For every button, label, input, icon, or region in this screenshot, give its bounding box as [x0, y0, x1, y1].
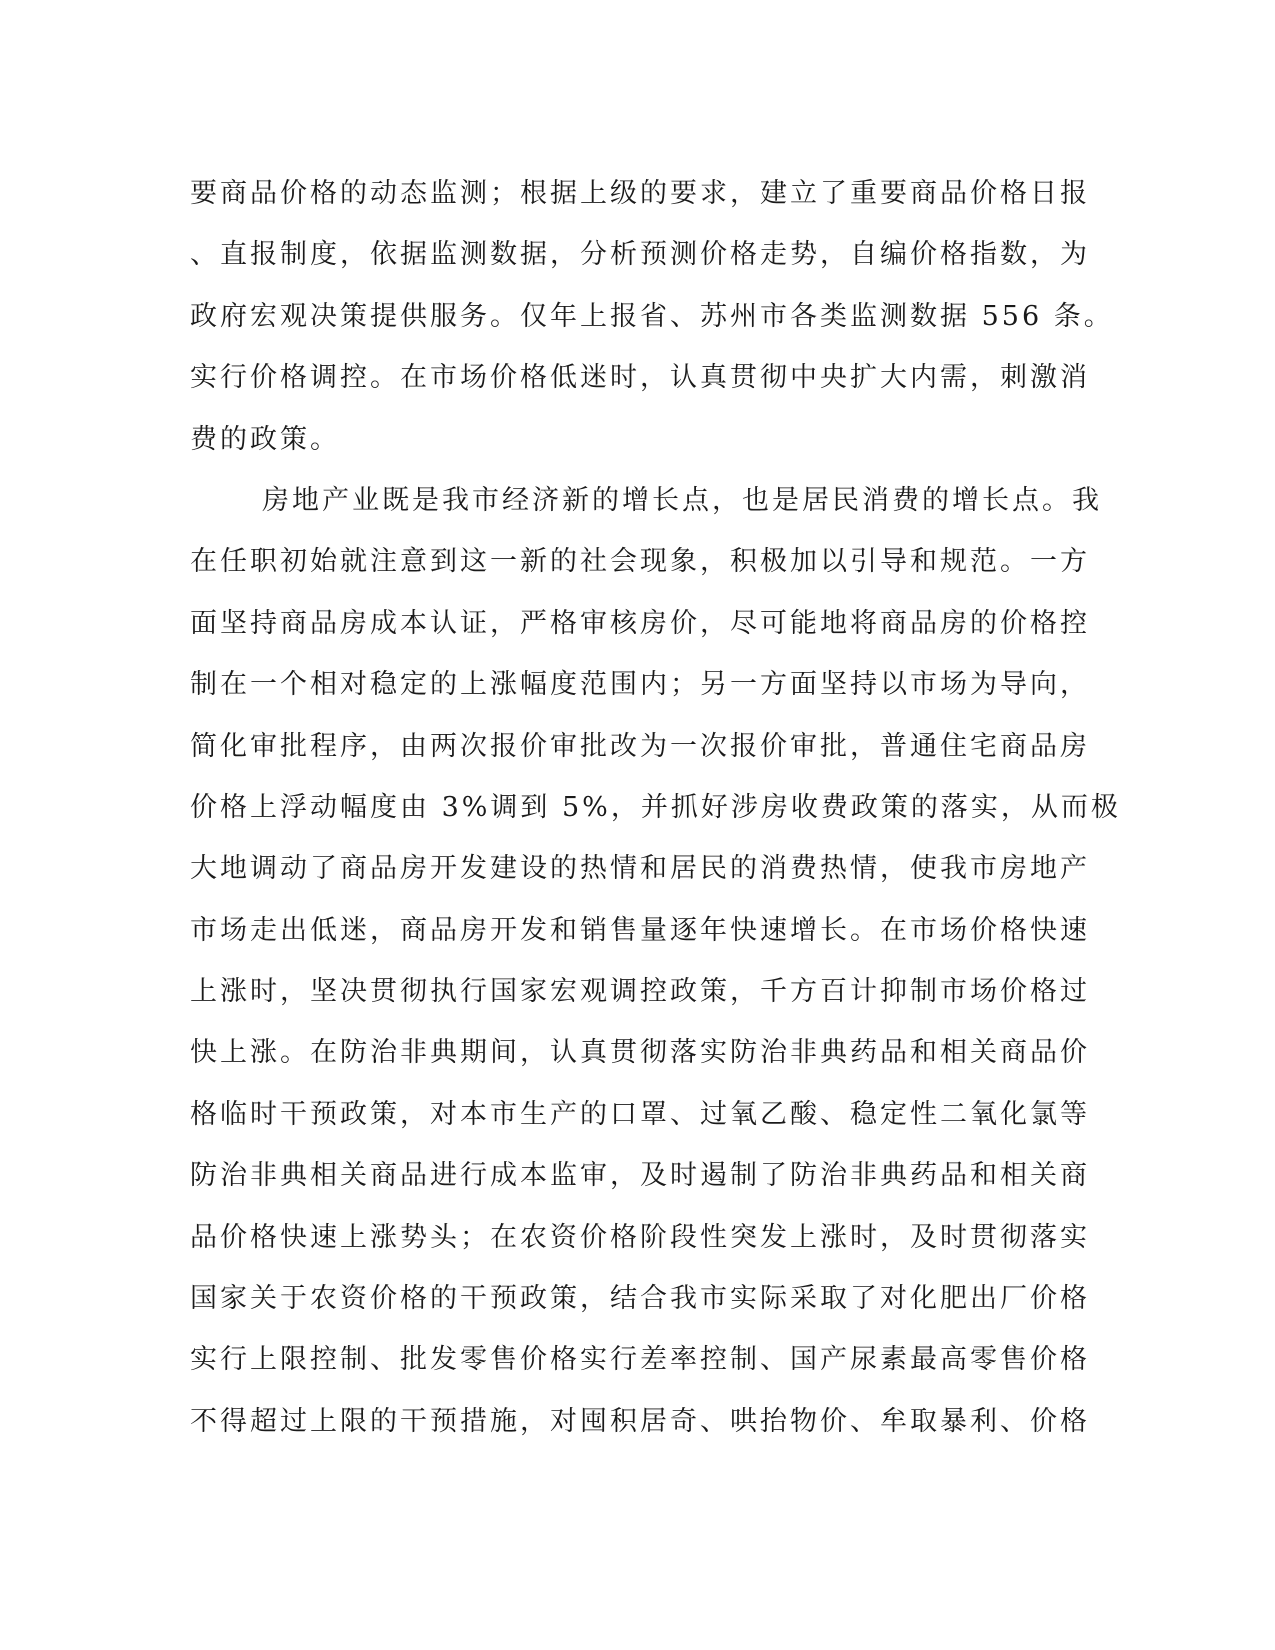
text-line: 简化审批程序，由两次报价审批改为一次报价审批，普通住宅商品房	[190, 730, 1090, 762]
text-line: 面坚持商品房成本认证，严格审核房价，尽可能地将商品房的价格控	[190, 607, 1090, 639]
text-line: 上涨时，坚决贯彻执行国家宏观调控政策，千方百计抑制市场价格过	[190, 976, 1090, 1008]
text-line: 制在一个相对稳定的上涨幅度范围内；另一方面坚持以市场为导向，	[190, 669, 1090, 701]
text-line: 防治非典相关商品进行成本监审，及时遏制了防治非典药品和相关商	[190, 1160, 1090, 1192]
text-line: 不得超过上限的干预措施，对囤积居奇、哄抬物价、牟取暴利、价格	[190, 1405, 1090, 1437]
text-line: 实行上限控制、批发零售价格实行差率控制、国产尿素最高零售价格	[190, 1344, 1090, 1376]
body-text	[190, 163, 1121, 1452]
text-line: 快上涨。在防治非典期间，认真贯彻落实防治非典药品和相关商品价	[190, 1037, 1090, 1069]
paragraph-1	[190, 163, 1114, 470]
paragraph-2	[190, 470, 1121, 1452]
text-line: 费的政策。	[190, 423, 340, 455]
text-line: 在任职初始就注意到这一新的社会现象，积极加以引导和规范。一方	[190, 546, 1090, 578]
text-line: 市场走出低迷，商品房开发和销售量逐年快速增长。在市场价格快速	[190, 914, 1090, 946]
text-line: 国家关于农资价格的干预政策，结合我市实际采取了对化肥出厂价格	[190, 1283, 1090, 1315]
text-line: 政府宏观决策提供服务。仅年上报省、苏州市各类监测数据 556 条。	[190, 300, 1114, 332]
text-line: 价格上浮动幅度由 3%调到 5%，并抓好涉房收费政策的落实，从而极	[190, 791, 1121, 823]
text-line: 格临时干预政策，对本市生产的口罩、过氧乙酸、稳定性二氧化氯等	[190, 1098, 1090, 1130]
text-line: 实行价格调控。在市场价格低迷时，认真贯彻中央扩大内需，刺激消	[190, 362, 1090, 394]
text-line: 大地调动了商品房开发建设的热情和居民的消费热情，使我市房地产	[190, 853, 1090, 885]
text-line: 、直报制度，依据监测数据，分析预测价格走势，自编价格指数，为	[190, 239, 1090, 271]
text-line: 品价格快速上涨势头；在农资价格阶段性突发上涨时，及时贯彻落实	[190, 1221, 1090, 1253]
text-line: 要商品价格的动态监测；根据上级的要求，建立了重要商品价格日报	[190, 178, 1090, 209]
text-line: 房地产业既是我市经济新的增长点，也是居民消费的增长点。我	[262, 484, 1102, 516]
